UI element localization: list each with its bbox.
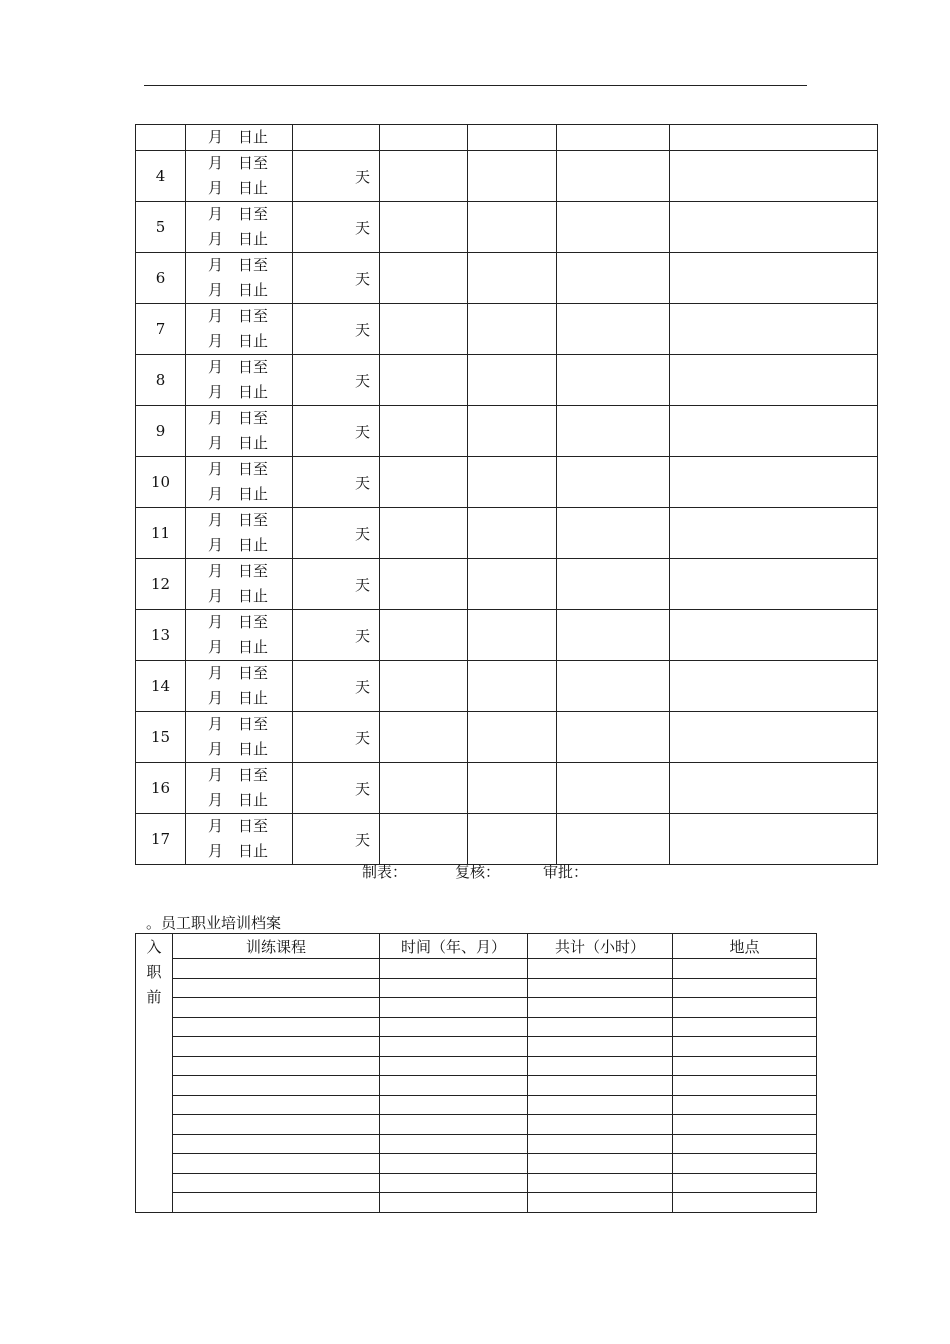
table-row (136, 406, 878, 457)
table-row (136, 151, 878, 202)
row-number: 8 (136, 355, 186, 406)
days-cell: 天 (293, 712, 380, 763)
training-record-title: 。员工职业培训档案 (146, 914, 282, 932)
table-row (136, 1056, 817, 1076)
row-number: 12 (136, 559, 186, 610)
days-cell: 天 (293, 763, 380, 814)
header-rule (144, 85, 807, 86)
days-cell: 天 (293, 559, 380, 610)
table-row (136, 1134, 817, 1154)
date-range: 月 日至 月 日止 (186, 406, 293, 457)
date-range: 月 日至 月 日止 (186, 253, 293, 304)
row-number: 9 (136, 406, 186, 457)
date-range: 月 日至 月 日止 (186, 457, 293, 508)
pre-employment-label: 入 职 前 (136, 934, 173, 1213)
approved-by-label: 审批： (543, 863, 589, 881)
table-row (136, 1017, 817, 1037)
table-row (136, 355, 878, 406)
table-row (136, 1076, 817, 1096)
table-row (136, 253, 878, 304)
table-header-row (136, 934, 817, 959)
table-row (136, 959, 817, 979)
prepared-by-label: 制表： (362, 863, 408, 881)
date-range: 月 日至 月 日止 (186, 610, 293, 661)
table-row (136, 1193, 817, 1213)
reviewed-by-label: 复核： (455, 863, 501, 881)
table-row (136, 998, 817, 1018)
row-number: 4 (136, 151, 186, 202)
days-cell: 天 (293, 508, 380, 559)
header-hours: 共计（小时） (528, 934, 673, 959)
days-cell: 天 (293, 610, 380, 661)
table-row (136, 610, 878, 661)
row-number: 15 (136, 712, 186, 763)
days-cell: 天 (293, 202, 380, 253)
table-row (136, 661, 878, 712)
days-cell: 天 (293, 355, 380, 406)
date-range: 月 日至 月 日止 (186, 202, 293, 253)
table-row (136, 457, 878, 508)
table-row: 月 日止 (136, 125, 878, 151)
table-row (136, 202, 878, 253)
training-record-table (135, 933, 817, 1213)
date-range: 月 日至 月 日止 (186, 712, 293, 763)
row-number: 13 (136, 610, 186, 661)
days-cell: 天 (293, 406, 380, 457)
days-cell: 天 (293, 661, 380, 712)
header-course: 训练课程 (173, 934, 380, 959)
date-range: 月 日至 月 日止 (186, 559, 293, 610)
row-number: 16 (136, 763, 186, 814)
table-row (136, 1115, 817, 1135)
date-range: 月 日至 月 日止 (186, 508, 293, 559)
table-row (136, 763, 878, 814)
table-row (136, 508, 878, 559)
row-number: 5 (136, 202, 186, 253)
date-range: 月 日至 月 日止 (186, 661, 293, 712)
row-number: 17 (136, 814, 186, 865)
leave-record-table (135, 124, 878, 865)
row-number: 6 (136, 253, 186, 304)
date-range: 月 日至 月 日止 (186, 304, 293, 355)
row-number: 14 (136, 661, 186, 712)
row-number: 7 (136, 304, 186, 355)
days-cell: 天 (293, 814, 380, 865)
days-cell: 天 (293, 151, 380, 202)
days-cell: 天 (293, 304, 380, 355)
table-row (136, 1037, 817, 1057)
table-row (136, 1154, 817, 1174)
table-row (136, 978, 817, 998)
table-row (136, 1173, 817, 1193)
table-row (136, 559, 878, 610)
date-range: 月 日至 月 日止 (186, 814, 293, 865)
date-range: 月 日至 月 日止 (186, 151, 293, 202)
table-row (136, 814, 878, 865)
header-location: 地点 (673, 934, 817, 959)
row-number: 11 (136, 508, 186, 559)
header-time: 时间（年、月） (380, 934, 528, 959)
row-number: 10 (136, 457, 186, 508)
date-range: 月 日至 月 日止 (186, 763, 293, 814)
days-cell: 天 (293, 457, 380, 508)
table-row (136, 304, 878, 355)
table-row (136, 712, 878, 763)
date-range: 月 日至 月 日止 (186, 355, 293, 406)
table-row (136, 1095, 817, 1115)
days-cell: 天 (293, 253, 380, 304)
